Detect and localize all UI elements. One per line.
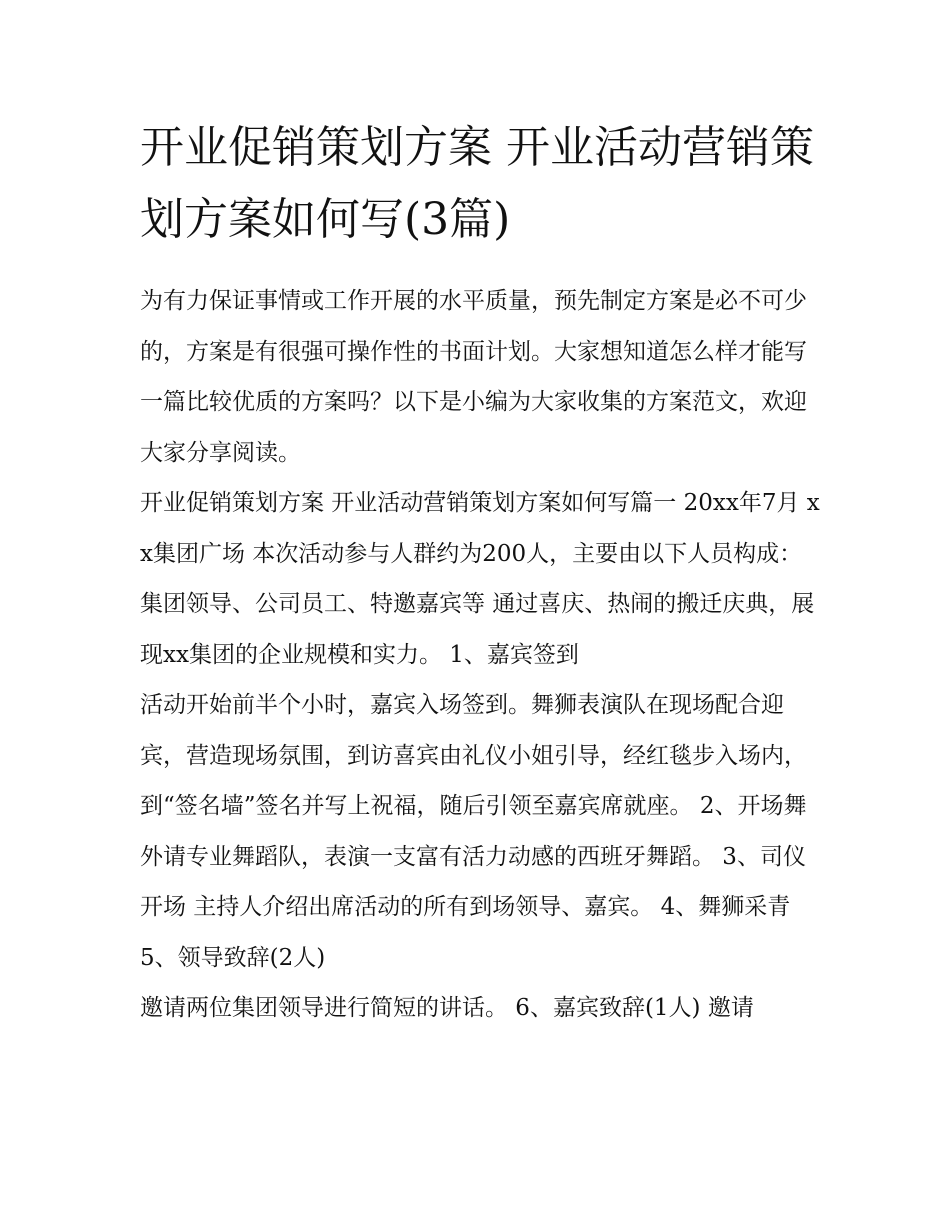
- document-body: [140, 112, 820, 1034]
- paragraph-overview: 开业促销策划方案 开业活动营销策划方案如何写篇一 20xx年7月 xx集团广场 本次活动参与人群约为200人，主要由以下人员构成：: [140, 490, 820, 567]
- paragraph-speeches: 邀请两位集团领导进行简短的讲话。 6、嘉宾致辞(1人) 邀请: [140, 995, 754, 1021]
- document-title: 开业促销策划方案 开业活动营销策划方案如何写(3篇): [140, 122, 814, 245]
- paragraph-agenda: 活动开始前半个小时，嘉宾入场签到。舞狮表演队在现场配合迎宾，营造现场氛围，到访喜宾由礼仪小姐引导，经红毯步入场内，到“签名墙”签名并写上祝福，随后引领至嘉宾席就座。 2、开场舞 外请专业舞蹈队，表演一支富有活力动感的西班牙舞蹈。 3、司仪开场 主持人介绍出席活动的所有到场领导、嘉宾。 4、舞狮采青 5、领导致辞(2人): [140, 692, 807, 971]
- paragraph-participants: 集团领导、公司员工、特邀嘉宾等 通过喜庆、热闹的搬迁庆典，展现xx集团的企业规模和实力。 1、嘉宾签到: [140, 591, 815, 668]
- paragraph-intro: 为有力保证事情或工作开展的水平质量，预先制定方案是必不可少的，方案是有很强可操作性的书面计划。大家想知道怎么样才能写一篇比较优质的方案吗？以下是小编为大家收集的方案范文，欢迎大家分享阅读。: [140, 288, 807, 466]
